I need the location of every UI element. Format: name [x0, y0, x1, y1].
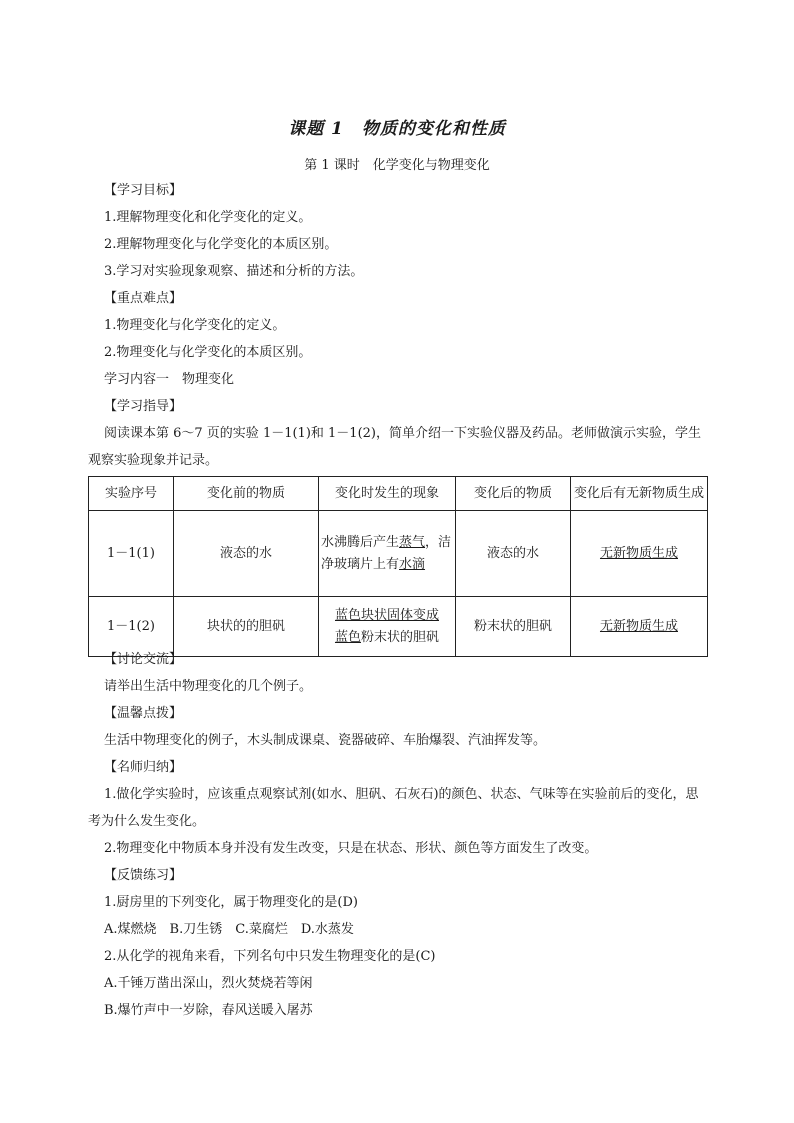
tips-heading: 【温馨点拨】: [104, 706, 183, 721]
table-header-cell: 变化时发生的现象: [319, 477, 456, 511]
lesson-subtitle: 第 1 课时 化学变化与物理变化: [304, 158, 490, 173]
objective-item: 3.学习对实验现象观察、描述和分析的方法。: [104, 264, 364, 279]
tips-text: 生活中物理变化的例子，木头制成课桌、瓷器破碎、车胎爆裂、汽油挥发等。: [104, 733, 547, 748]
table-row: [89, 511, 708, 597]
objective-item: 2.理解物理变化与化学变化的本质区别。: [104, 237, 338, 252]
substance-before: 液态的水: [174, 511, 319, 597]
experiment-id: 1－1(1): [89, 511, 174, 597]
practice-options: A.煤燃烧 B.刀生锈 C.菜腐烂 D.水蒸发: [104, 922, 354, 937]
phenomenon-underlined: 蒸气: [399, 534, 426, 550]
experiment-table: [88, 476, 708, 657]
summary-heading: 【名师归纳】: [104, 760, 183, 775]
objective-item: 1.理解物理变化和化学变化的定义。: [104, 210, 312, 225]
experiment-id: 1－1(2): [89, 597, 174, 657]
keypoint-item: 1.物理变化与化学变化的定义。: [104, 318, 286, 333]
new-substance-result: 无新物质生成: [571, 597, 708, 657]
practice-question: 1.厨房里的下列变化，属于物理变化的是(D): [104, 895, 358, 910]
objectives-heading: 【学习目标】: [104, 183, 183, 198]
guide-text: 阅读课本第 6～7 页的实验 1－1(1)和 1－1(2)，简单介绍一下实验仪器及药品。老师做演示实验，学生观察实验现象并记录。: [88, 426, 701, 468]
table-row: [89, 597, 708, 657]
substance-before: 块状的的胆矾: [174, 597, 319, 657]
phenomenon-text: ，洁净玻璃片上有: [321, 534, 452, 572]
practice-question: 2.从化学的视角来看，下列名句中只发生物理变化的是(C): [104, 949, 436, 964]
table-header-row: [89, 477, 708, 511]
new-substance-result: 无新物质生成: [571, 511, 708, 597]
practice-option: A.千锤万凿出深山，烈火焚烧若等闲: [104, 976, 313, 991]
summary-item: 1.做化学实验时，应该重点观察试剂(如水、胆矾、石灰石)的颜色、状态、气味等在实验前后的变化，思考为什么发生变化。: [88, 787, 699, 829]
discussion-text: 请举出生活中物理变化的几个例子。: [104, 679, 313, 694]
summary-item: 2.物理变化中物质本身并没有发生改变，只是在状态、形状、颜色等方面发生了改变。: [104, 841, 598, 856]
practice-heading: 【反馈练习】: [104, 868, 183, 883]
content-title: 学习内容一 物理变化: [104, 372, 235, 387]
phenomenon-cell: [319, 597, 456, 657]
phenomenon-underlined: 蓝色: [334, 629, 361, 645]
table-header-cell: 变化后的物质: [456, 477, 571, 511]
keypoints-heading: 【重点难点】: [104, 291, 183, 306]
keypoint-item: 2.物理变化与化学变化的本质区别。: [104, 345, 312, 360]
table-header-cell: 变化前的物质: [174, 477, 319, 511]
substance-after: 液态的水: [456, 511, 571, 597]
table-header-cell: 变化后有无新物质生成: [571, 477, 708, 511]
phenomenon-cell: [319, 511, 456, 597]
phenomenon-underlined: 蓝色块状固体变成: [334, 607, 439, 623]
substance-after: 粉末状的胆矾: [456, 597, 571, 657]
table-header-cell: 实验序号: [89, 477, 174, 511]
phenomenon-text: 水沸腾后产生: [321, 534, 400, 550]
guide-heading: 【学习指导】: [104, 399, 183, 414]
practice-option: B.爆竹声中一岁除，春风送暖入屠苏: [104, 1003, 313, 1018]
phenomenon-text: 粉末状的胆矾: [361, 629, 440, 645]
lesson-title: 课题 1 物质的变化和性质: [288, 119, 506, 139]
phenomenon-underlined: 水滴: [399, 556, 426, 572]
discussion-heading: 【讨论交流】: [104, 652, 183, 667]
